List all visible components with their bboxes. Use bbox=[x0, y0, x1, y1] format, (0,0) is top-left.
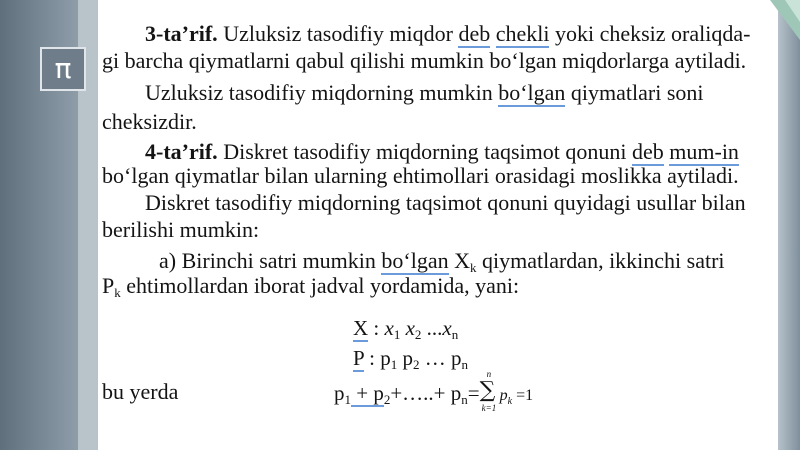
line-10: $P_k$ ehtimollardan iborat jadval yordamida, yani: bbox=[102, 273, 520, 300]
pi-icon: π bbox=[54, 52, 72, 85]
sigma-symbol: n ∑ k=1 bbox=[479, 369, 497, 413]
line-definition-4: 4-ta’rif. Diskret tasodifiy miqdorning taqsimot qonuni deb mum-in bbox=[145, 139, 739, 164]
line-definition-3: 3-ta’rif. Uzluksiz tasodifiy miqdor deb chekli yoki cheksiz oraliqda- bbox=[145, 21, 751, 46]
line-3: Uzluksiz tasodifiy miqdorning mumkin bo‘lgan qiymatlari soni bbox=[145, 80, 704, 105]
line-9: a) Birinchi satri mumkin bo‘lgan $X_k$ qiymatlardan, ikkinchi satri bbox=[159, 248, 725, 275]
slide-sidebar bbox=[0, 0, 98, 450]
line-8: berilishi mumkin: bbox=[102, 217, 260, 242]
pi-badge bbox=[40, 47, 86, 91]
plus-p2-underlined: + p bbox=[351, 381, 384, 405]
right-edge-band bbox=[778, 0, 800, 450]
line-6: bo‘lgan qiymatlar bilan ularning ehtimollari orasidagi moslikka aytiladi. bbox=[102, 163, 739, 188]
line-2: gi barcha qiymatlarni qabul qilishi mumkin bo‘lgan miqdorlarga aytiladi. bbox=[102, 48, 747, 73]
bu-yerda-label: bu yerda bbox=[102, 379, 179, 404]
formula-sum-row: $p_1$ + $p_2+\dots..+ p_n=$ n ∑ k=1 $p_k =1$ bbox=[334, 369, 534, 413]
line-4: cheksizdir. bbox=[102, 109, 197, 134]
corner-decoration bbox=[730, 0, 800, 60]
formula-p-row: P : $p_1$ $p_2$ … $p_n$ bbox=[353, 346, 468, 372]
formula-x-row: X : $x_1$ $x_2$ $...x_n$ bbox=[353, 316, 459, 342]
line-7: Diskret tasodifiy miqdorning taqsimot qonuni quyidagi usullar bilan bbox=[145, 190, 746, 215]
document-page bbox=[98, 0, 778, 450]
